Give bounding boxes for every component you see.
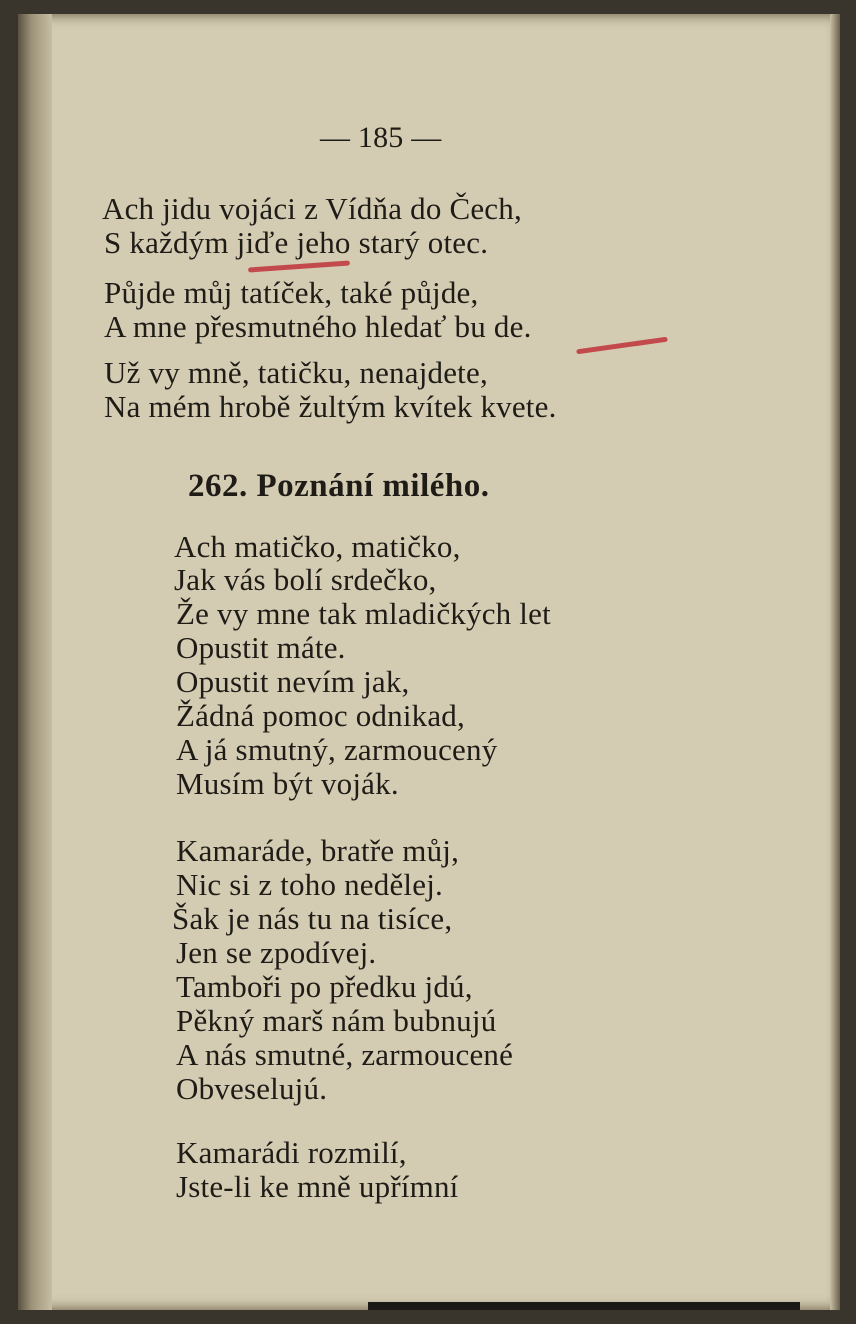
verse-line: Opustit nevím jak, [176, 664, 410, 699]
verse-line: Obveselujú. [176, 1071, 328, 1106]
verse-line: A já smutný, zarmoucený [176, 732, 498, 767]
verse-line: S každým jiďe jeho starý otec. [104, 225, 489, 260]
verse-line: Musím být voják. [176, 766, 399, 801]
verse-line: Kamarádi rozmilí, [176, 1135, 407, 1170]
verse-line: Ach matičko, matičko, [174, 529, 461, 564]
page-edge [830, 14, 840, 1310]
verse-line: Ach jidu vojáci z Vídňa do Čech, [102, 191, 522, 226]
page-number: — 185 — [320, 121, 442, 154]
verse-line: Půjde můj tatíček, také půjde, [104, 275, 479, 310]
page-bottom-edge [368, 1302, 800, 1310]
verse-line: Opustit máte. [176, 630, 346, 665]
song-heading: 262. Poznání milého. [188, 468, 490, 504]
verse-line: Na mém hrobě žultým kvítek kvete. [104, 389, 557, 424]
verse-line: A nás smutné, zarmoucené [176, 1037, 514, 1072]
verse-line: Žádná pomoc odnikad, [176, 698, 465, 733]
verse-line: Tamboři po předku jdú, [176, 969, 473, 1004]
verse-line: Kamaráde, bratře můj, [176, 833, 460, 868]
verse-line: Šak je nás tu na tisíce, [172, 901, 453, 936]
verse-line: Nic si z toho nedělej. [176, 867, 443, 902]
binding-gutter [18, 14, 52, 1310]
verse-line: Pěkný marš nám bubnujú [176, 1003, 497, 1038]
verse-line: Že vy mne tak mladičkých let [176, 596, 551, 631]
verse-line: Jste-li ke mně upřímní [176, 1169, 459, 1204]
verse-line: A mne přesmutného hledať bu de. [104, 309, 532, 344]
verse-line: Jak vás bolí srdečko, [174, 562, 437, 597]
verse-line: Už vy mně, tatičku, nenajdete, [104, 355, 488, 390]
verse-line: Jen se zpodívej. [176, 935, 377, 970]
